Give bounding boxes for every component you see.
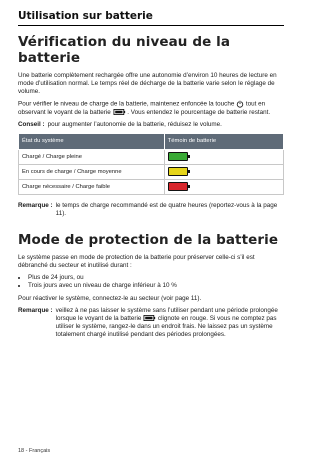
- tip-block: [18, 121, 284, 129]
- check-text-end: . Vous entendez le pourcentage de batterie restant.: [127, 108, 271, 116]
- battery-indicator-icon: [143, 315, 156, 321]
- indicator-cell: [164, 179, 283, 194]
- tip-text: pour augmenter l’autonomie de la batterie, réduisez le volume.: [47, 120, 222, 128]
- table-row: [19, 179, 284, 194]
- battery-green-icon: [168, 152, 188, 161]
- header-battery-indicator: Témoin de batterie: [164, 133, 283, 149]
- status-charging: En cours de charge / Charge moyenne: [19, 164, 165, 179]
- remark-label: Remarque :: [18, 306, 53, 314]
- protection-mode-title: Mode de protection de la batterie: [18, 231, 279, 248]
- table-row: [19, 164, 284, 179]
- page-footer: 18 - Français: [18, 448, 51, 454]
- section-header: Utilisation sur batterie: [18, 10, 284, 26]
- table-row: [19, 149, 284, 164]
- protection-intro: Le système passe en mode de protection de la batterie pour préserver celle-ci s’il est débranché du secteur et inutilisé durant :: [18, 253, 255, 269]
- remark-text: le temps de charge recommandé est de quatre heures (reportez-vous à la page 11).: [55, 201, 278, 217]
- battery-yellow-icon: [168, 167, 188, 176]
- page-content: [18, 10, 284, 343]
- battery-indicator-icon: [113, 109, 126, 115]
- list-item: • Trois jours avec un niveau de charge inférieur à 10 %: [28, 282, 284, 291]
- protection-conditions-list: [18, 274, 284, 291]
- battery-red-icon: [168, 182, 188, 191]
- battery-intro-paragraph: Une batterie complètement rechargée offre une autonomie d’environ 10 heures de lecture en mode d’utilisation normal. Le temps réel de décharge de la batterie varie selon le réglage de volume.: [18, 72, 277, 95]
- check-text-start: Pour vérifier le niveau de charge de la batterie, maintenez enfoncée la touche: [18, 100, 235, 108]
- check-text-middle: tout en observant le voyant de la batterie: [18, 100, 266, 116]
- reactivate-paragraph: Pour réactiver le système, connectez-le au secteur (voir page 11).: [18, 294, 202, 302]
- battery-check-title: Vérification du niveau de la batterie: [18, 34, 231, 66]
- remark-label: Remarque :: [18, 201, 53, 209]
- table-header-row: [19, 133, 284, 149]
- header-system-state: État du système: [19, 133, 165, 149]
- remark-text-end: clignote en rouge. Si vous ne comptez pas utiliser le système, rangez-le dans un endroit frais. Ne laissez pas un système totalement chargé inutilisé pendant des périodes prolongées.: [55, 314, 277, 338]
- status-full: Chargé / Charge pleine: [19, 149, 165, 164]
- battery-status-table: [18, 133, 284, 195]
- list-item: • Plus de 24 jours, ou: [28, 274, 284, 283]
- power-icon: [236, 100, 244, 108]
- indicator-cell: [164, 149, 283, 164]
- tip-label: Conseil :: [18, 120, 45, 128]
- status-low: Charge nécessaire / Charge faible: [19, 179, 165, 194]
- remark-text-start: veillez à ne pas laisser le système sans l’utiliser pendant une période prolongée lorsque le voyant de la batterie: [55, 306, 278, 322]
- remark-block-1: [18, 202, 284, 218]
- indicator-cell: [164, 164, 283, 179]
- remark-block-2: [18, 307, 284, 339]
- remark-text: [56, 307, 284, 339]
- battery-check-paragraph: [18, 100, 284, 117]
